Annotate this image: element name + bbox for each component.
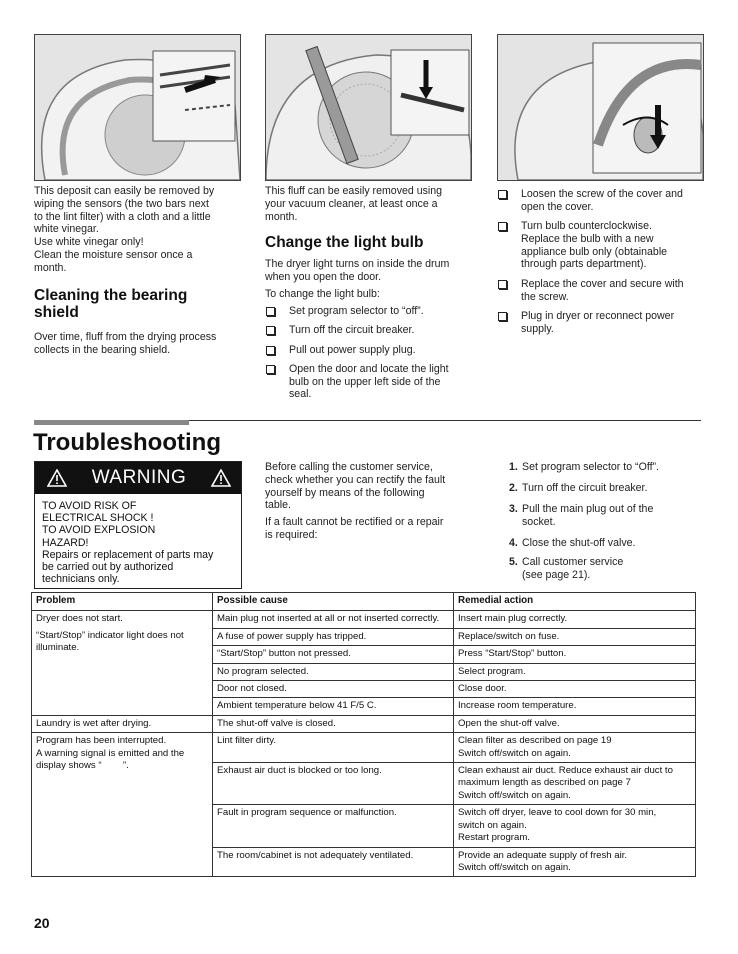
bearing-shield-text [34, 331, 244, 357]
action-cell: Insert main plug correctly. [454, 611, 696, 628]
cell-line: Dryer does not start. [36, 613, 123, 625]
cell-line: Provide an adequate supply of fresh air. [458, 849, 628, 861]
step-item [509, 503, 709, 529]
checklist-item [497, 188, 707, 214]
step-item [509, 556, 709, 582]
light-bulb-heading: Change the light bulb [265, 234, 424, 251]
item-line: Turn bulb counterclockwise. [521, 220, 652, 233]
dryer-vacuum-drawing [266, 35, 471, 180]
heading-line: shield [34, 304, 79, 321]
table-header-row [32, 593, 696, 611]
table-row [32, 715, 696, 732]
vacuum-text [265, 185, 475, 223]
text-line: Before calling the customer service, [265, 461, 433, 473]
action-cell [454, 763, 696, 805]
cause-cell: Exhaust air duct is blocked or too long. [213, 763, 454, 805]
item-line: Pull out power supply plug. [289, 343, 416, 356]
checklist-item [265, 305, 477, 318]
checklist-item [497, 278, 707, 304]
cell-line: Clean exhaust air duct. Reduce exhaust air duct to [458, 765, 673, 777]
warning-line: be carried out by authorized [42, 561, 174, 574]
step-number: 3. [509, 503, 518, 515]
cell-line: Program has been interrupted. [36, 735, 167, 747]
light-bulb-intro [265, 258, 480, 300]
bulb-cover-illustration [497, 34, 704, 181]
warning-line: technicians only. [42, 573, 120, 586]
warning-text [35, 494, 241, 585]
checklist-item [265, 344, 477, 357]
section-divider-accent [34, 420, 189, 425]
item-line: through parts department). [521, 258, 647, 271]
cause-cell: The shut-off valve is closed. [213, 715, 454, 732]
cause-cell: Fault in program sequence or malfunction. [213, 805, 454, 847]
checklist-item [265, 324, 477, 337]
problem-cell [32, 733, 213, 877]
text-line: white vinegar. [34, 223, 99, 236]
bulb-replacement-checklist [497, 188, 707, 342]
text-line: collects in the bearing shield. [34, 343, 171, 356]
warning-line: TO AVOID RISK OF [42, 500, 137, 512]
text-line: your vacuum cleaner, at least once a [265, 197, 438, 210]
checklist-item [497, 310, 707, 336]
text-line: This deposit can easily be removed by [34, 185, 215, 197]
cell-line: illuminate. [36, 642, 80, 654]
cell-line: Clean filter as described on page 19 [458, 735, 612, 747]
item-line: open the cover. [521, 200, 594, 213]
text-line: This fluff can be easily removed using [265, 185, 443, 197]
item-line: Replace the bulb with a new [521, 232, 654, 245]
warning-line: ELECTRICAL SHOCK ! [42, 512, 154, 525]
step-item [509, 537, 709, 550]
table-row [32, 611, 696, 628]
step-line: (see page 21). [522, 569, 591, 581]
text-line: To change the light bulb: [265, 287, 380, 300]
action-cell: Press “Start/Stop” button. [454, 646, 696, 663]
cause-cell: “Start/Stop” button not pressed. [213, 646, 454, 663]
cell-line: Switch off/switch on again. [458, 861, 571, 873]
item-line: Plug in dryer or reconnect power [521, 309, 675, 322]
action-cell: Open the shut-off valve. [454, 715, 696, 732]
troubleshooting-intro [265, 461, 477, 542]
text-line: check whether you can rectify the fault [265, 473, 446, 486]
action-cell: Close door. [454, 681, 696, 698]
cell-line: Switch off/switch on again. [458, 789, 571, 801]
bearing-shield-heading [34, 287, 244, 321]
cause-cell: Lint filter dirty. [213, 733, 454, 763]
warning-line: HAZARD! [42, 536, 89, 549]
cause-cell: No program selected. [213, 663, 454, 680]
text-line: month. [265, 210, 298, 223]
text-line: is required: [265, 528, 318, 541]
text-line: when you open the door. [265, 270, 382, 283]
step-line: socket. [522, 516, 556, 528]
light-bulb-checklist [265, 305, 477, 408]
problem-cell: Laundry is wet after drying. [32, 715, 213, 732]
item-line: appliance bulb only (obtainable [521, 245, 668, 258]
text-line: Clean the moisture sensor once a [34, 248, 193, 261]
step-item [509, 461, 709, 474]
item-line: Turn off the circuit breaker. [289, 324, 415, 337]
item-line: supply. [521, 322, 554, 335]
item-line: Replace the cover and secure with [521, 277, 684, 290]
cell-line: Switch off dryer, leave to cool down for 30 min, [458, 807, 657, 819]
text-line: If a fault cannot be rectified or a repair [265, 516, 444, 529]
item-line: Loosen the screw of the cover and [521, 188, 683, 200]
step-number: 4. [509, 537, 518, 549]
warning-triangle-icon [211, 469, 231, 487]
step-line: Close the shut-off valve. [522, 537, 636, 549]
cause-cell: Door not closed. [213, 681, 454, 698]
action-cell [454, 847, 696, 877]
text-line: yourself by means of the following [265, 486, 425, 499]
text-line: to the lint filter) with a cloth and a little [34, 210, 211, 223]
cell-line: A warning signal is emitted and the [36, 747, 185, 759]
vacuum-cleaning-illustration [265, 34, 472, 181]
action-cell: Replace/switch on fuse. [454, 628, 696, 645]
column-header-cause: Possible cause [213, 593, 454, 611]
item-line: Set program selector to “off”. [289, 305, 424, 317]
action-cell [454, 733, 696, 763]
step-line: Pull the main plug out of the [522, 503, 654, 515]
action-cell: Select program. [454, 663, 696, 680]
troubleshooting-title: Troubleshooting [33, 429, 221, 456]
action-cell: Increase room temperature. [454, 698, 696, 715]
cell-line: switch on again. [458, 819, 527, 831]
column-header-action: Remedial action [454, 593, 696, 611]
warning-line: TO AVOID EXPLOSION [42, 524, 156, 537]
cell-line: Restart program. [458, 832, 530, 844]
step-item [509, 482, 709, 495]
action-cell [454, 805, 696, 847]
column-header-problem: Problem [32, 593, 213, 611]
item-line: the screw. [521, 290, 569, 303]
cause-cell: The room/cabinet is not adequately ventilated. [213, 847, 454, 877]
table-row [32, 733, 696, 763]
step-line: Call customer service [522, 556, 624, 568]
text-line: Over time, fluff from the drying process [34, 331, 217, 343]
problem-cell [32, 611, 213, 715]
step-number: 5. [509, 556, 518, 568]
step-line: Set program selector to “Off”. [522, 461, 659, 473]
cause-cell: Ambient temperature below 41 F/5 C. [213, 698, 454, 715]
sensor-cleaning-text [34, 185, 244, 275]
cell-line: maximum length as described on page 7 [458, 777, 631, 789]
heading-line: Cleaning the bearing [34, 287, 188, 304]
text-line: wiping the sensors (the two bars next [34, 197, 209, 210]
item-line: bulb on the upper left side of the [289, 375, 441, 388]
cause-cell: Main plug not inserted at all or not inserted correctly. [213, 611, 454, 628]
checklist-item [497, 220, 707, 271]
text-line: The dryer light turns on inside the drum [265, 258, 450, 270]
troubleshooting-table [31, 592, 696, 877]
text-line: Use white vinegar only! [34, 236, 144, 249]
step-number: 2. [509, 482, 518, 494]
warning-triangle-icon [47, 469, 67, 487]
warning-header [35, 462, 241, 494]
item-line: Open the door and locate the light [289, 362, 449, 375]
cell-line: display shows “ ”. [36, 760, 129, 772]
cell-line: “Start/Stop” indicator light does not [36, 629, 184, 641]
cause-cell: A fuse of power supply has tripped. [213, 628, 454, 645]
checklist-item [265, 363, 477, 401]
warning-line: Repairs or replacement of parts may [42, 548, 214, 561]
sensor-cleaning-illustration [34, 34, 241, 181]
text-line: table. [265, 499, 291, 512]
dryer-light-cover-drawing [498, 35, 703, 180]
cell-line: Switch off/switch on again. [458, 747, 571, 759]
item-line: seal. [289, 388, 312, 401]
warning-label: WARNING [91, 467, 187, 488]
text-line: month. [34, 261, 67, 274]
page-number: 20 [34, 915, 50, 931]
step-number: 1. [509, 461, 518, 473]
service-steps-list [509, 461, 709, 590]
dryer-drum-sensors-drawing [35, 35, 240, 180]
warning-box [34, 461, 242, 589]
step-line: Turn off the circuit breaker. [522, 482, 648, 494]
